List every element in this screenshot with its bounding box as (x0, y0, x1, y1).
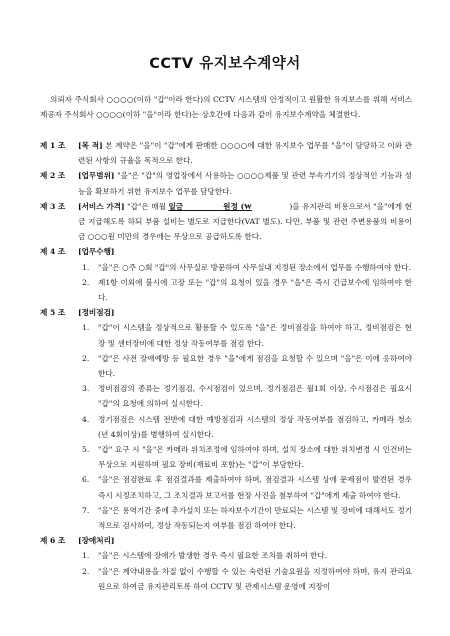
article-heading: [업무수행] (78, 247, 115, 257)
article-text: "을"은 "갑"의 영업장에서 사용하는 ○○○○제품 및 관련 부속기기의 정상적인 기능과 성능을 확보하기 위한 유지보수 업무를 담당한다. (78, 171, 412, 196)
article-4 (40, 244, 412, 259)
item-number: 1. (82, 323, 90, 333)
article-6 (40, 533, 412, 548)
article-3 (40, 199, 412, 245)
article-number: 제 6 조 (40, 536, 66, 546)
list-item (78, 564, 412, 594)
article-heading: [서비스 가격] (78, 201, 125, 211)
list-item (78, 412, 412, 442)
list-item (78, 548, 412, 563)
article-heading: [업무범위] (78, 171, 115, 181)
item-number: 1. (82, 551, 90, 561)
item-text: "을"은 점검완료 후 점검결과를 제출하여야 하며, 점검결과 시스템 상에 문제점이 발견된 경우 즉시 시정조치하고, 그 조치결과 보고서를 현장 사진을 첨부하여 "갑"에게 제출 하여야 한다. (98, 475, 412, 500)
item-text: "을"은 용역기간 중에 추가설치 또는 하자보수기간이 만료되는 시스템 및 장비에 대해서도 정기적으로 검사하여, 정상 작동되는지 여부를 점검 하여야 한다. (98, 505, 412, 531)
fee-unit: 원정 (₩ (223, 201, 252, 211)
contract-body (40, 138, 412, 594)
article-5 (40, 305, 412, 320)
item-number: 2. (82, 566, 90, 576)
article-heading: [장애처리] (78, 536, 115, 546)
item-text: "을"은 계약내용을 차질 없이 수행할 수 있는 숙련된 기술요원을 지정하여야 하며, 유지 관리요원으로 하여금 유지관리토록 하여 CCTV 및 관제시스템 운영에 지장이 (98, 566, 412, 591)
document-title: CCTV 유지보수계약서 (149, 56, 301, 72)
list-item (78, 320, 412, 350)
item-text: "갑"이 시스템을 정상적으로 활용할 수 있도록 "을"은 정비점검을 하여야 하고, 정비점검은 현장 및 센터장비에 대한 정상 작동여부를 점검 한다. (98, 323, 412, 348)
article-number: 제 2 조 (40, 171, 66, 181)
item-number: 2. (82, 353, 90, 363)
article-number: 제 1 조 (40, 141, 66, 150)
list-item (78, 275, 412, 305)
fee-number-blank (252, 202, 290, 211)
article-number: 제 3 조 (40, 201, 66, 211)
item-text: "갑"은 사전 장애예방 등 필요한 경우 "을"에게 점검을 요청할 수 있으며 "을"은 이에 응하여야 한다. (98, 353, 412, 379)
item-text: 정기점검은 시스템 전반에 대한 예방점검과 시스템의 정상 작동여부를 점검하고, 카메라 청소(년 4회이상)를 병행하여 실시한다. (98, 414, 412, 439)
item-number: 3. (82, 384, 90, 394)
article-2 (40, 168, 412, 198)
item-text: 제1항 이외에 불시에 고장 또는 "갑"의 요청이 있을 경우 "을"은 즉시 긴급보수에 임하여야 한다. (98, 277, 412, 303)
article-text: 본 계약은 "을"이 "갑"에게 판매한 ○○○○에 대한 유지보수 업무를 "을"이 담당하고 이와 관련된 사항의 규율을 목적으로 한다. (78, 141, 412, 166)
article-heading: [목 적] (78, 141, 103, 150)
intro-paragraph: 의뢰자 주식회사 ○○○○(이하 "갑"이라 한다)의 CCTV 시스템의 안정적이고 원활한 유지보스를 위해 서비스제공자 주식회사 ○○○○(이하 "을"이라 한다)는 상호간에 다음과 같이 유지보수계약을 체결한다. (40, 95, 412, 120)
list-item (78, 442, 412, 472)
fee-label: 일금 (168, 201, 184, 211)
item-number: 2. (82, 277, 90, 287)
article-text: "갑"은 매월 (124, 201, 169, 211)
item-number: 4. (82, 414, 90, 424)
article-1 (40, 138, 412, 168)
item-text: 정비점검의 종류는 정기점검, 수시점검이 있으며, 정기점검은 월1회 이상, 수시점검은 필요시 "갑"의 요청에 의하여 실시한다. (98, 384, 412, 409)
list-item (78, 503, 412, 533)
item-number: 5. (82, 445, 90, 455)
article-number: 제 5 조 (40, 308, 66, 318)
list-item (78, 472, 412, 502)
list-item (78, 260, 412, 275)
item-number: 7. (82, 505, 90, 515)
fee-amount-blank (183, 202, 223, 211)
list-item (78, 351, 412, 381)
article-heading: [정비점검] (78, 308, 115, 318)
item-text: "갑" 요구 시 "을"은 카메라 위치조정에 임하여야 하며, 설치 장소에 대한 위치변경 시 인건비는 무상으로 지원하며 필요 장비(재료비 포함)는 "갑"이 부담한다. (98, 445, 412, 470)
item-number: 1. (82, 262, 90, 272)
article-number: 제 4 조 (40, 247, 66, 257)
article-text-cont: )을 유지관리 비용으로서 "을"에게 현금 지급해도록 하되 부품 설비는 별도로 지급한다(VAT 별도). 다만, 부품 및 관련 주변용품의 비용이 금 ○○○원 미만의 경우에는 무상으로 공급하도록 한다. (78, 201, 412, 242)
item-text: "을"은 ○주 ○회 "갑"의 사무실로 방문하여 사무실내 지정된 장소에서 업무를 수행하여야 한다. (98, 262, 411, 272)
item-number: 6. (82, 475, 90, 485)
list-item (78, 381, 412, 411)
item-text: "을"은 시스템에 장애가 발생한 경우 즉시 필요한 조치를 취하여 한다. (98, 551, 328, 561)
